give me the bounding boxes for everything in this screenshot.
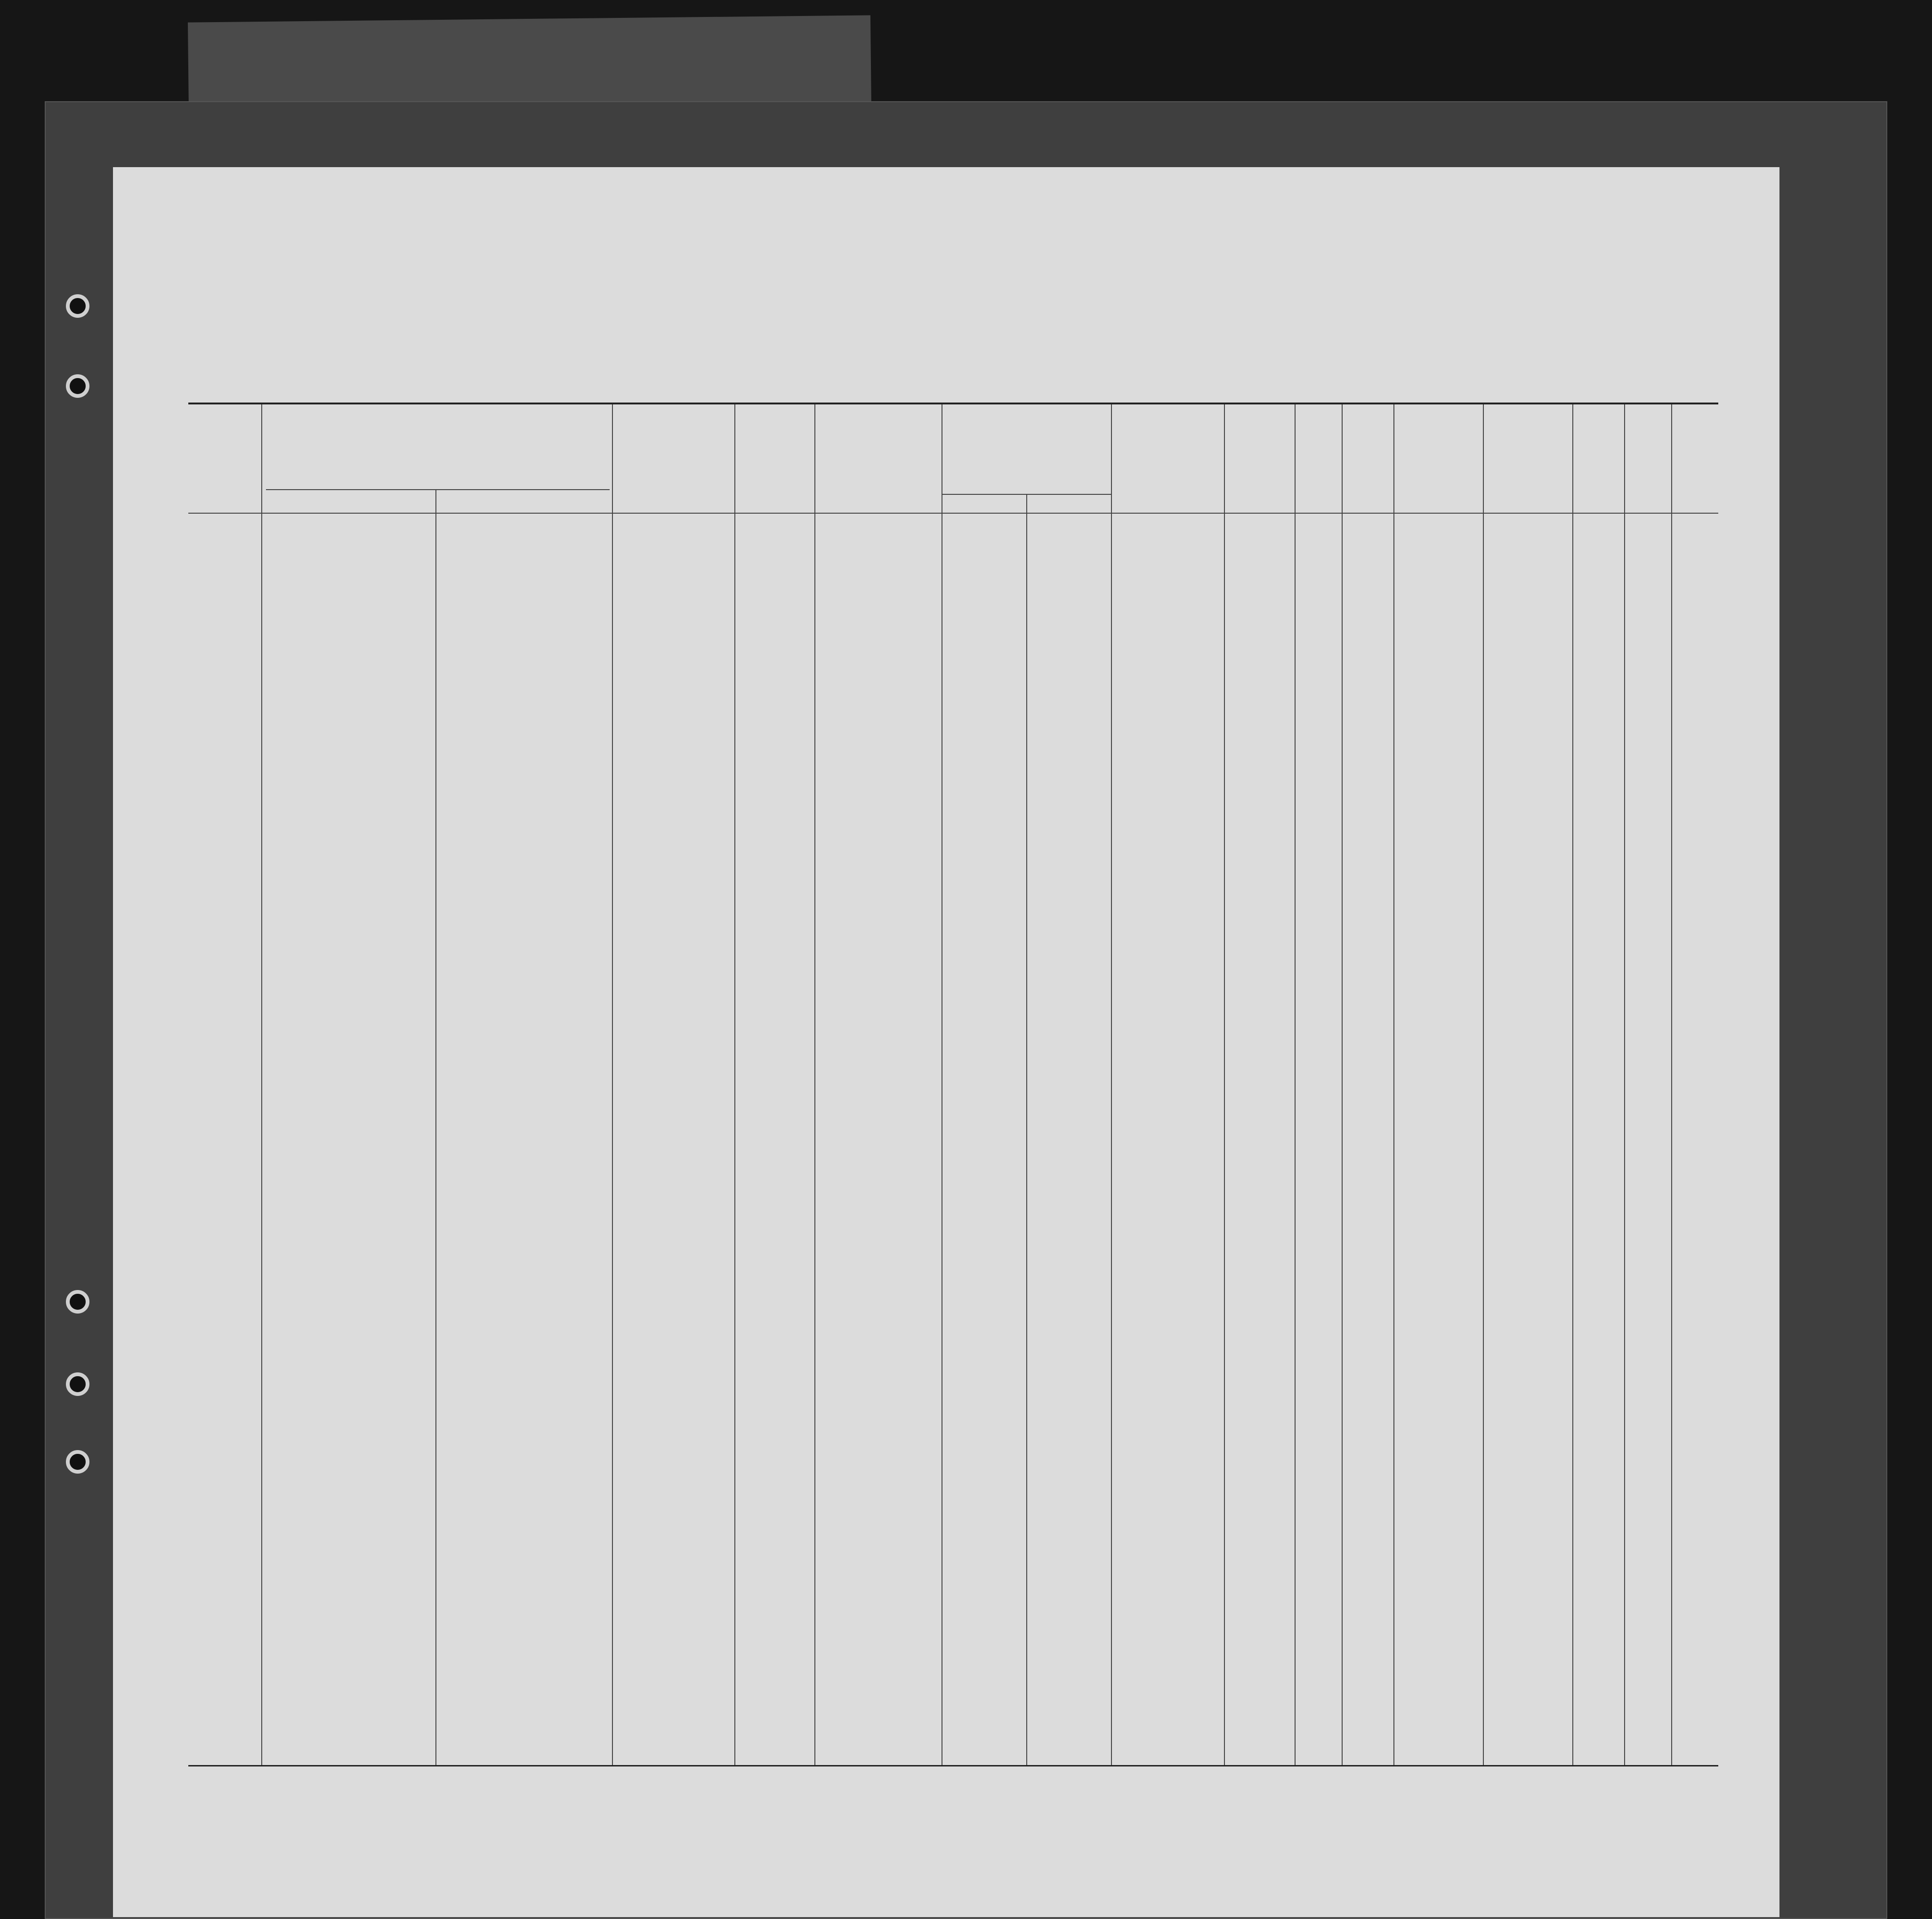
punch-hole xyxy=(66,374,89,398)
punch-hole xyxy=(66,1290,89,1314)
punch-hole xyxy=(66,1372,89,1396)
crew-table xyxy=(188,403,1718,1766)
manifest-page xyxy=(113,167,1779,1917)
punch-hole xyxy=(66,294,89,318)
punch-hole xyxy=(66,1450,89,1474)
